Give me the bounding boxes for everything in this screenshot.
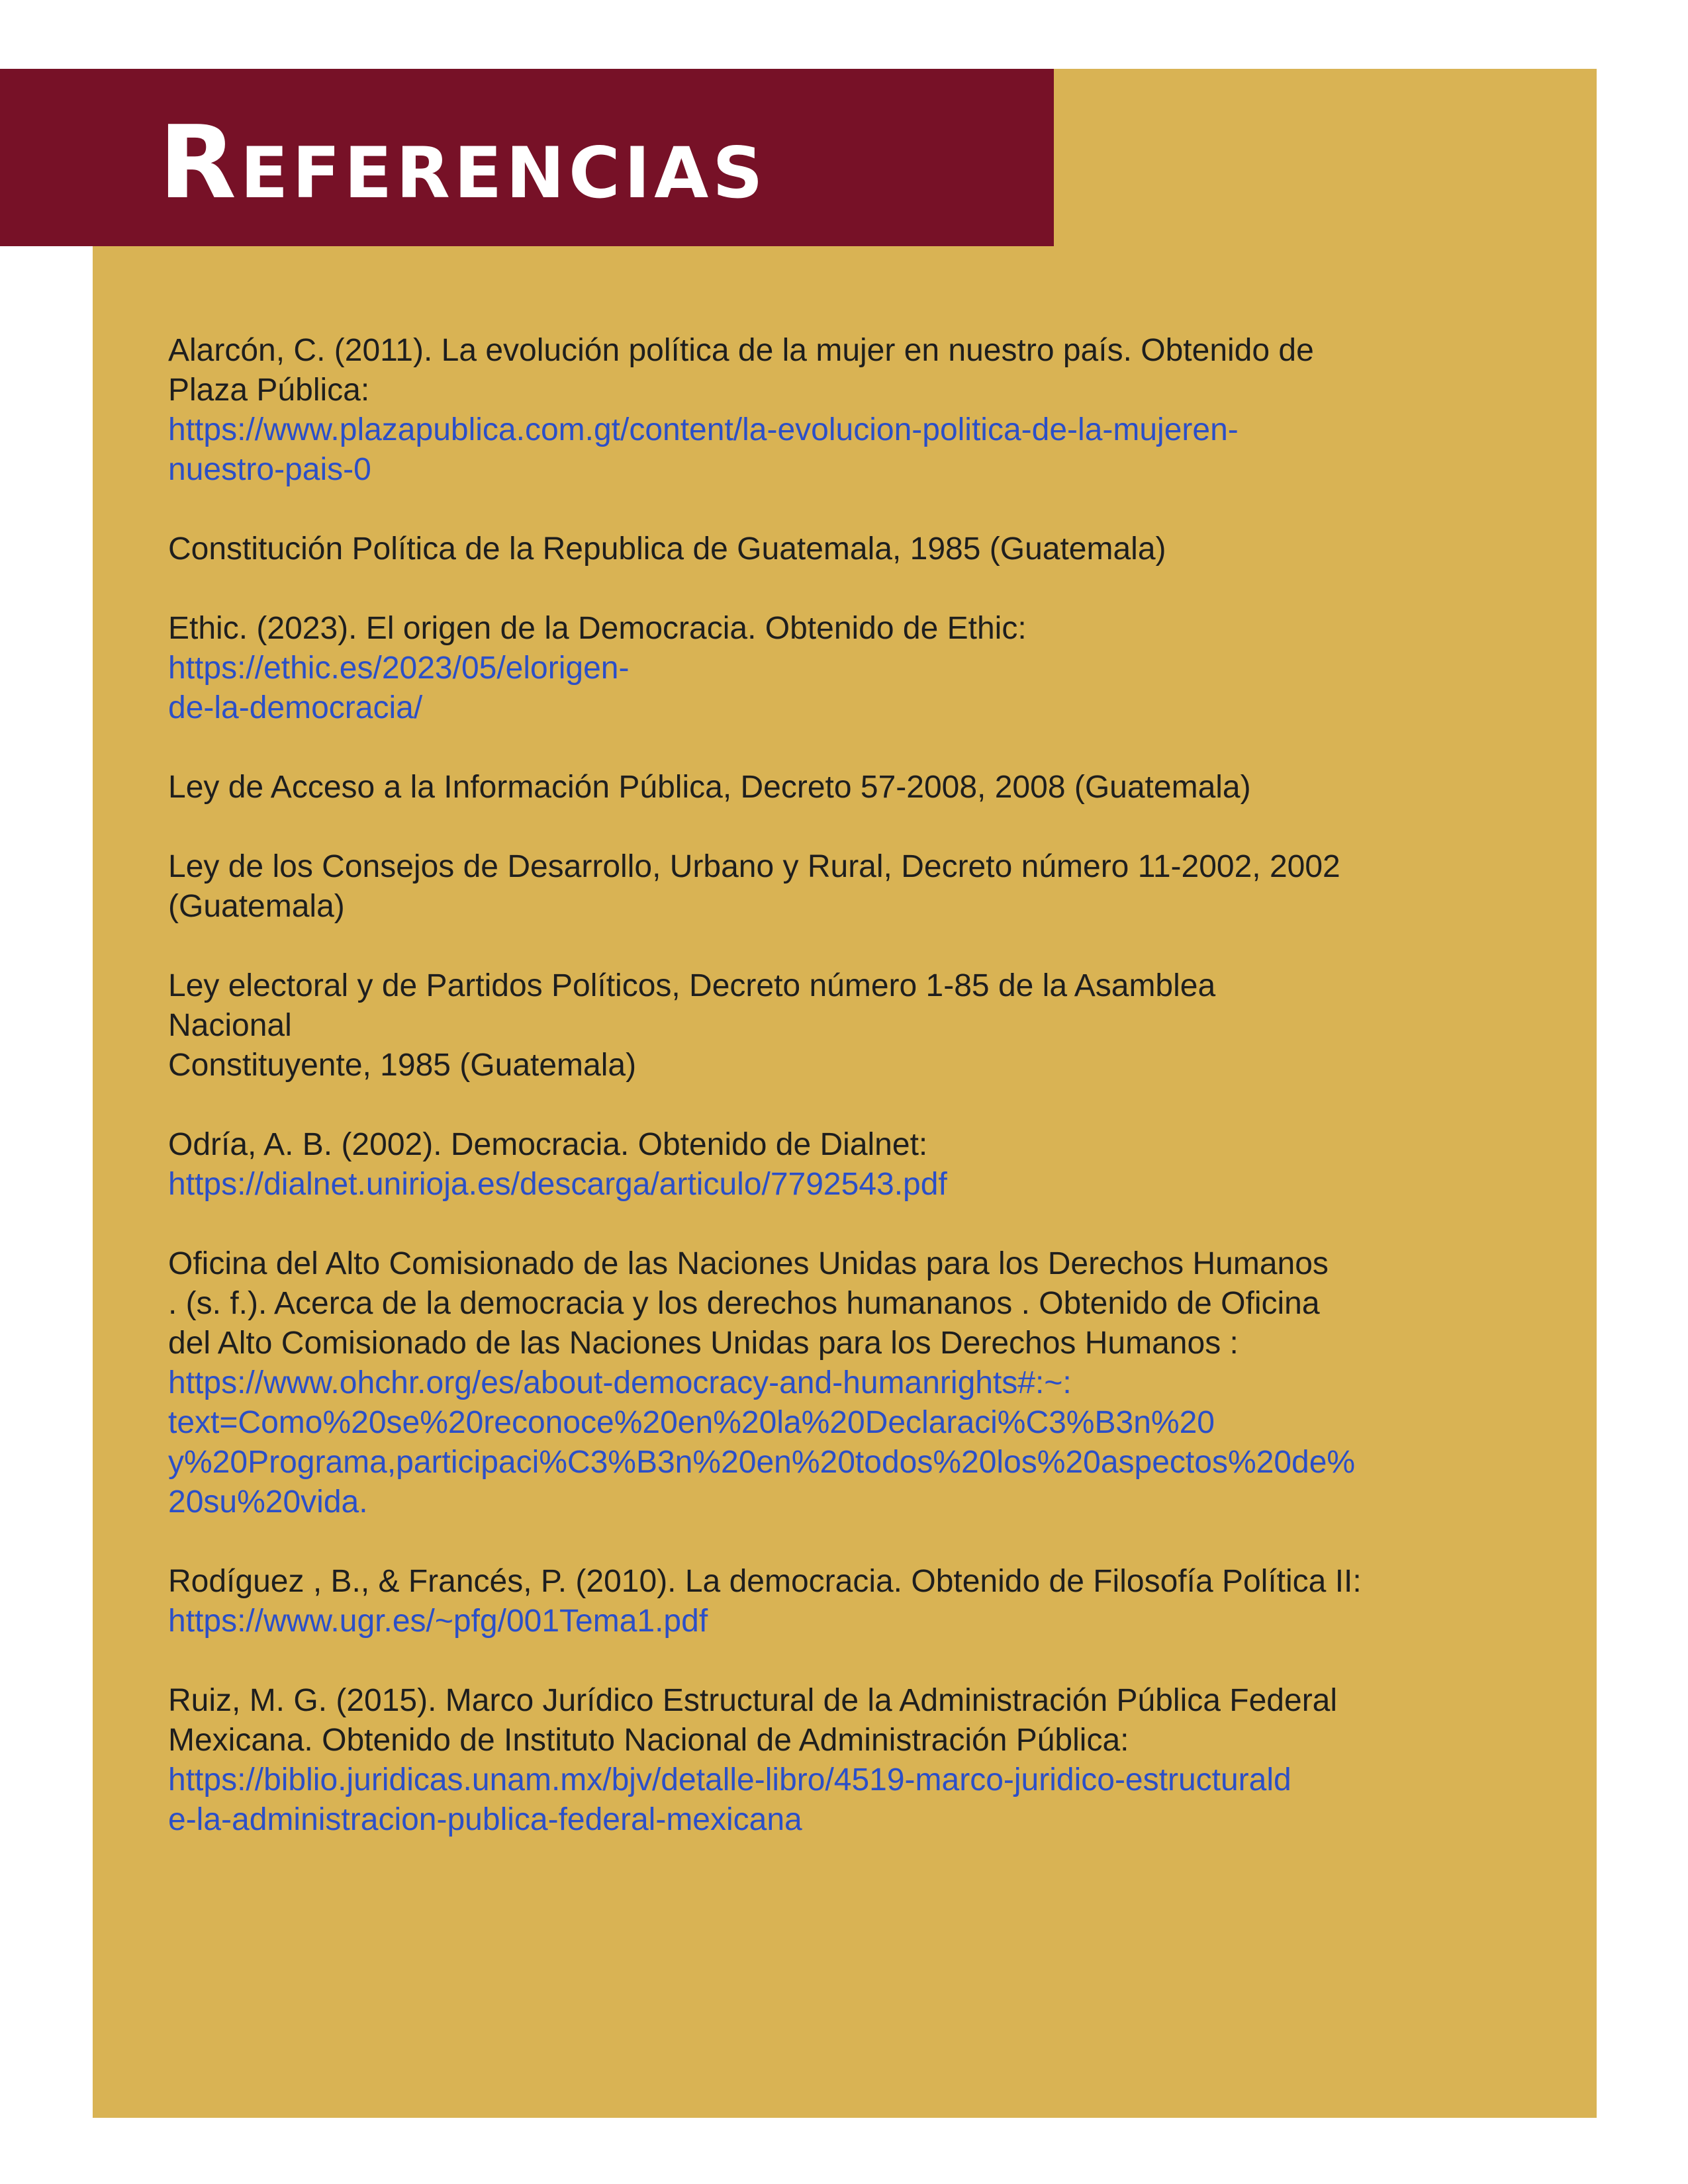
reference-entry (168, 1562, 1532, 1641)
reference-text: Constitución Política de la Republica de Guatemala, 1985 (Guatemala) (168, 531, 1166, 567)
reference-link[interactable]: https://ethic.es/2023/05/elorigen- (168, 651, 630, 686)
reference-text: Ethic. (2023). El origen de la Democracia. Obtenido de Ethic: (168, 611, 1027, 646)
reference-text: Ruiz, M. G. (2015). Marco Jurídico Estructural de la Administración Pública Federal (168, 1683, 1338, 1718)
reference-text: Ley electoral y de Partidos Políticos, Decreto número 1-85 de la Asamblea (168, 968, 1216, 1003)
reference-text: (Guatemala) (168, 889, 345, 924)
reference-entry (168, 1681, 1532, 1840)
title-banner (0, 69, 1054, 246)
reference-link[interactable]: de-la-democracia/ (168, 690, 423, 725)
reference-entry (168, 529, 1532, 569)
reference-text: Odría, A. B. (2002). Democracia. Obtenido de Dialnet: (168, 1127, 928, 1162)
reference-text: Plaza Pública: (168, 373, 370, 408)
reference-entry (168, 1244, 1532, 1522)
reference-link[interactable]: https://www.ugr.es/~pfg/001Tema1.pdf (168, 1604, 708, 1639)
reference-text: Oficina del Alto Comisionado de las Naciones Unidas para los Derechos Humanos (168, 1246, 1329, 1281)
reference-text: . (s. f.). Acerca de la democracia y los derechos humananos . Obtenido de Oficina (168, 1286, 1320, 1321)
reference-text: Ley de los Consejos de Desarrollo, Urbano y Rural, Decreto número 11-2002, 2002 (168, 849, 1340, 884)
reference-entry (168, 966, 1532, 1085)
page-title: Referencias (159, 104, 767, 221)
reference-link[interactable]: https://www.ohchr.org/es/about-democracy-and-humanrights#:~: (168, 1365, 1072, 1400)
reference-entry (168, 847, 1532, 927)
reference-text: Constituyente, 1985 (Guatemala) (168, 1048, 637, 1083)
reference-list (168, 331, 1532, 1880)
reference-text: Mexicana. Obtenido de Instituto Nacional de Administración Pública: (168, 1723, 1129, 1758)
reference-link[interactable]: text=Como%20se%20reconoce%20en%20la%20Declaraci%C3%B3n%20 (168, 1405, 1215, 1440)
reference-link[interactable]: https://biblio.juridicas.unam.mx/bjv/detalle-libro/4519-marco-juridico-estructurald (168, 1762, 1291, 1797)
reference-link[interactable]: nuestro-pais-0 (168, 452, 371, 487)
reference-entry (168, 1125, 1532, 1205)
reference-text: Nacional (168, 1008, 292, 1043)
reference-text: Rodíguez , B., & Francés, P. (2010). La democracia. Obtenido de Filosofía Política II: (168, 1564, 1362, 1599)
reference-text: Ley de Acceso a la Información Pública, Decreto 57-2008, 2008 (Guatemala) (168, 770, 1251, 805)
reference-text: Alarcón, C. (2011). La evolución política de la mujer en nuestro país. Obtenido de (168, 333, 1314, 368)
reference-text: del Alto Comisionado de las Naciones Unidas para los Derechos Humanos : (168, 1326, 1239, 1361)
reference-link[interactable]: y%20Programa,participaci%C3%B3n%20en%20todos%20los%20aspectos%20de% (168, 1445, 1356, 1480)
reference-link[interactable]: e-la-administracion-publica-federal-mexicana (168, 1802, 802, 1837)
reference-link[interactable]: 20su%20vida. (168, 1484, 368, 1520)
reference-link[interactable]: https://dialnet.unirioja.es/descarga/articulo/7792543.pdf (168, 1167, 947, 1202)
reference-link[interactable]: https://www.plazapublica.com.gt/content/la-evolucion-politica-de-la-mujeren- (168, 412, 1239, 447)
reference-entry (168, 609, 1532, 728)
reference-entry (168, 768, 1532, 807)
reference-entry (168, 331, 1532, 490)
